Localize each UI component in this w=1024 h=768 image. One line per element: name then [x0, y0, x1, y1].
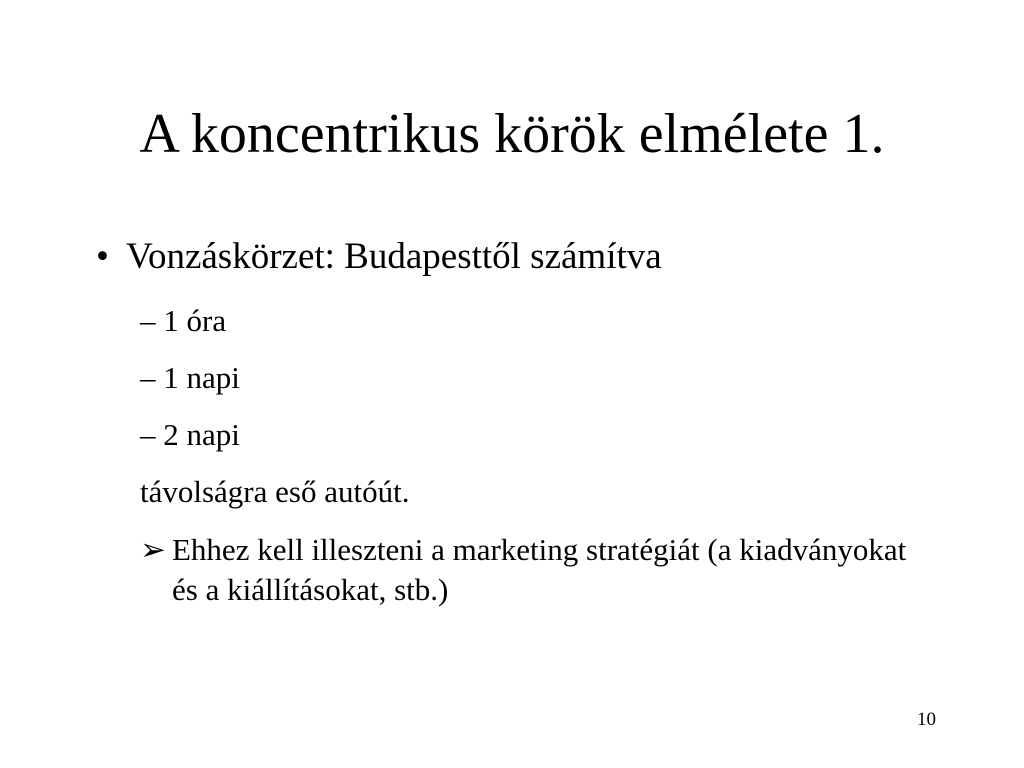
bullet-text: Vonzáskörzet: Budapesttől számítva: [126, 236, 662, 277]
bullet-item: [96, 234, 662, 280]
sub-item-text: 1 napi: [163, 360, 240, 395]
dash-icon: –: [140, 360, 156, 395]
sub-item-text: 1 óra: [163, 303, 227, 338]
dash-icon: –: [140, 417, 156, 452]
sub-item-2: [140, 359, 240, 397]
sub-item-text: 2 napi: [163, 417, 240, 452]
sub-item-3: [140, 416, 240, 454]
arrow-bullet-item: [140, 530, 920, 610]
slide-title: A koncentrikus körök elmélete 1.: [139, 103, 885, 165]
continuation-text: távolságra eső autóút.: [140, 474, 410, 509]
sub-item-1: [140, 302, 226, 340]
dash-icon: –: [140, 303, 156, 338]
page-number: 10: [917, 709, 936, 730]
bullet-dot-icon: •: [96, 236, 109, 277]
arrow-bullet-text: Ehhez kell illeszteni a marketing stratégiát (a kiadványokat és a kiállításokat, stb.): [172, 532, 907, 607]
arrow-bullet-icon: ➢: [140, 532, 166, 567]
